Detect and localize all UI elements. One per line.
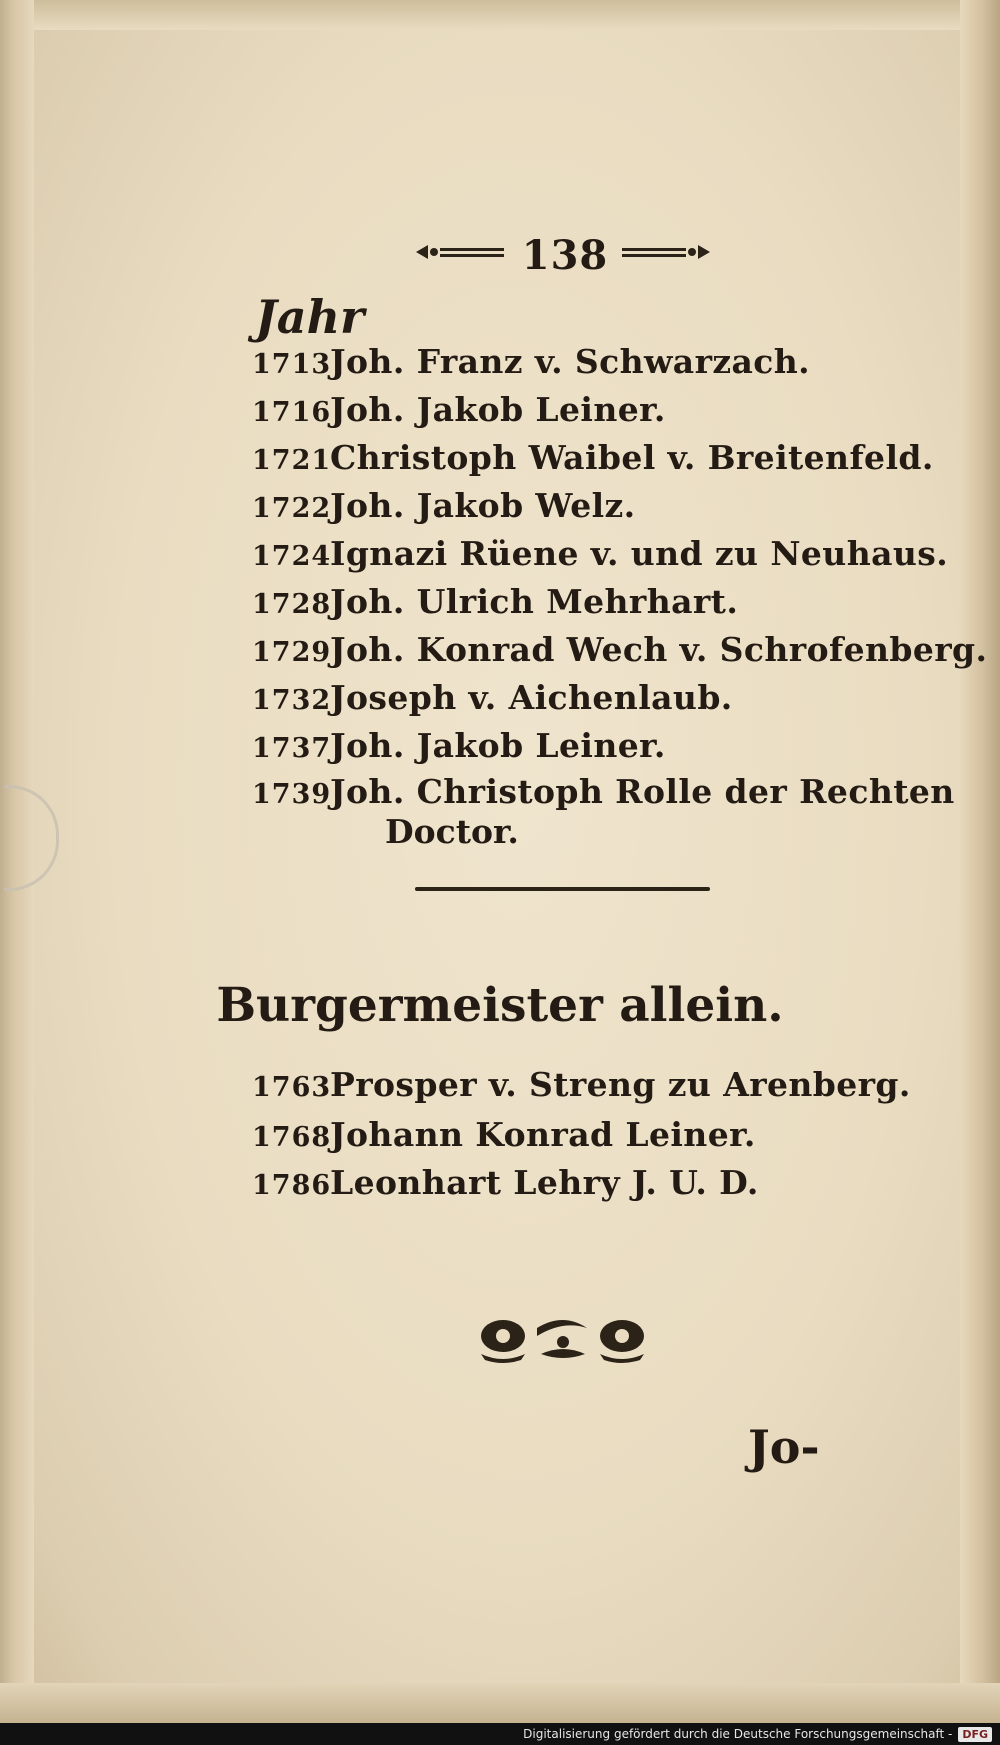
dfg-logo: DFG [958,1727,992,1742]
footer-credit: Digitalisierung gefördert durch die Deutsche Forschungsgemeinschaft - [523,1727,953,1741]
entry-year: 1786 [252,1170,332,1201]
tail-ornament-icon [475,1310,650,1366]
catchword: Jo- [748,1420,820,1474]
entry-year: 1768 [252,1122,332,1153]
entry-year: 1763 [252,1072,332,1103]
page-bottom-edge [0,1683,1000,1723]
entry-year: 1724 [252,541,332,572]
list-entry [252,342,810,381]
entry-name: Joh. Jakob Leiner. [330,390,666,429]
list-entry [252,1163,759,1202]
binding-thread [4,785,59,891]
header-ornament-right [620,242,712,262]
list-entry [252,630,987,669]
entry-name: Johann Konrad Leiner. [330,1115,756,1154]
entry-name: Joh. Jakob Leiner. [330,726,666,765]
list-entry [252,438,934,477]
column-heading: Jahr [255,290,365,344]
entry-name: Joh. Ulrich Mehrhart. [330,582,739,621]
entry-name: Ignazi Rüene v. und zu Neuhaus. [330,534,949,573]
entry-name: Joh. Jakob Welz. [330,486,636,525]
list-entry [252,726,666,765]
entry-year: 1739 [252,779,332,810]
entry-year: 1713 [252,349,332,380]
entry-year: 1728 [252,589,332,620]
entry-name: Joh. Konrad Wech v. Schrofenberg. [330,630,988,669]
entry-name: Joh. Christoph Rolle der Rechten [330,772,955,811]
entry-year: 1737 [252,733,332,764]
page-right-edge [960,0,1000,1745]
entry-year: 1722 [252,493,332,524]
entry-year: 1732 [252,685,332,716]
digitization-footer [0,1723,1000,1745]
section-title: Burgermeister allein. [216,978,784,1033]
page-top-edge [0,0,1000,30]
list-entry [252,1115,756,1154]
page-number: 138 [521,232,609,279]
list-entry [252,772,955,811]
entry-year: 1716 [252,397,332,428]
entry-name: Christoph Waibel v. Breitenfeld. [330,438,934,477]
list-entry [252,390,666,429]
entry-name: Prosper v. Streng zu Arenberg. [330,1065,911,1104]
list-entry [252,1065,911,1104]
entry-name: Leonhart Lehry J. U. D. [330,1163,759,1202]
entry-name: Joseph v. Aichenlaub. [330,678,733,717]
entry-year: 1729 [252,637,332,668]
list-entry [252,486,636,525]
list-entry [252,534,948,573]
header-ornament-left [414,242,506,262]
entry-continuation: Doctor. [385,812,519,851]
list-entry [252,582,738,621]
entry-name: Joh. Franz v. Schwarzach. [330,342,811,381]
section-divider [415,887,710,891]
list-entry [252,678,733,717]
entry-year: 1721 [252,445,332,476]
